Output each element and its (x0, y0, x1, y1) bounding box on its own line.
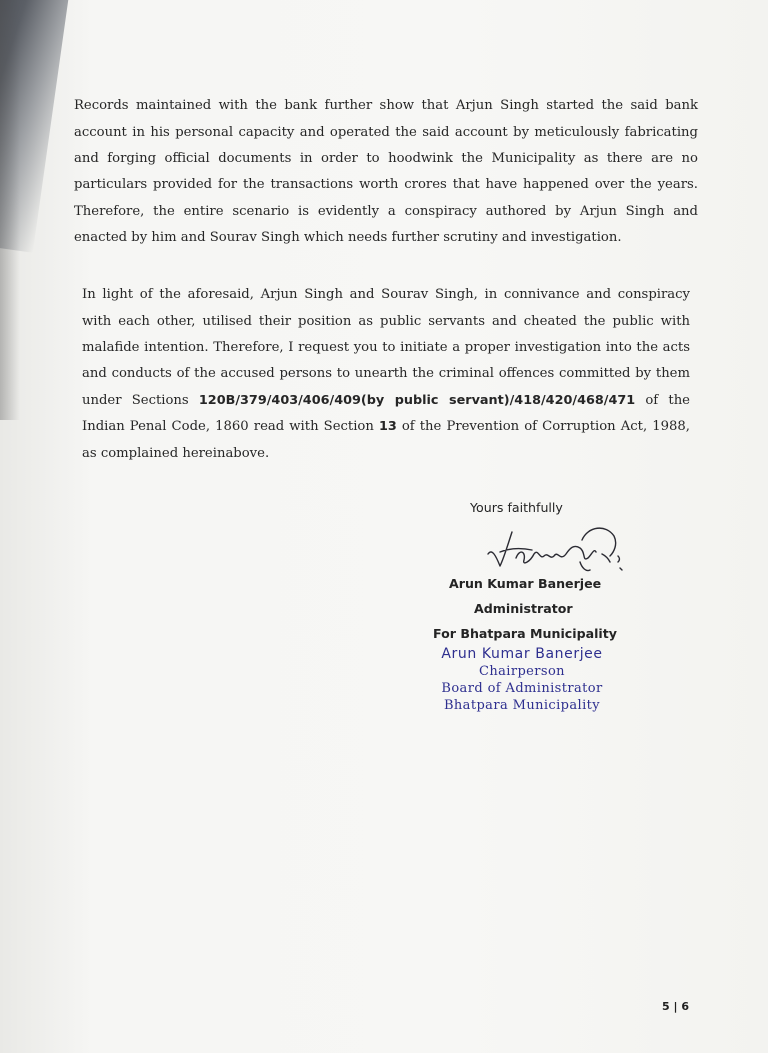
page-edge-shadow (0, 0, 20, 420)
handwritten-signature (482, 518, 632, 578)
paragraph-request-part-3: of the Prevention of Corruption Act, 1988, as complained hereinabove. (82, 419, 690, 461)
signatory-role: Administrator (474, 601, 573, 616)
closing-salutation: Yours faithfully (470, 500, 563, 515)
stamp-organization: Bhatpara Municipality (443, 698, 601, 713)
ipc-sections: 120B/379/403/406/409(by public servant)/418/420/468/471 (198, 392, 636, 408)
paragraph-request-part-1: In light of the aforesaid, Arjun Singh and Sourav Singh, in connivance and conspiracy with each other, utilised their position as public servants and cheated the public with malafide intention. Therefore, I request you to initiate a proper investigation into the acts and conducts of the accused persons to unearth the criminal offences committed by them under Sections (82, 287, 690, 408)
paragraph-records: Records maintained with the bank further show that Arjun Singh started the said bank account in his personal capacity and operated the said account by meticulously fabricating and forging official documents in order to hoodwink the Municipality as there are no particulars provided for the transactions worth crores that have happened over the years. Therefore, the entire scenario is evidently a conspiracy authored by Arjun Singh and enacted by him and Sourav Singh which needs further scrutiny and investigation. (74, 98, 698, 246)
pc-act-section: 13 (378, 419, 397, 435)
paragraph-request (82, 282, 690, 467)
official-stamp (424, 646, 620, 714)
stamp-title: Chairperson (479, 664, 565, 679)
signatory-organization: For Bhatpara Municipality (433, 626, 617, 641)
stamp-board: Board of Administrator (441, 681, 603, 696)
page-number: 5 | 6 (662, 1000, 689, 1013)
paragraph-request-part-2: of the Indian Penal Code, 1860 read with Section (82, 392, 690, 435)
signatory-name: Arun Kumar Banerjee (449, 576, 602, 591)
stamp-name: Arun Kumar Banerjee (441, 646, 603, 662)
